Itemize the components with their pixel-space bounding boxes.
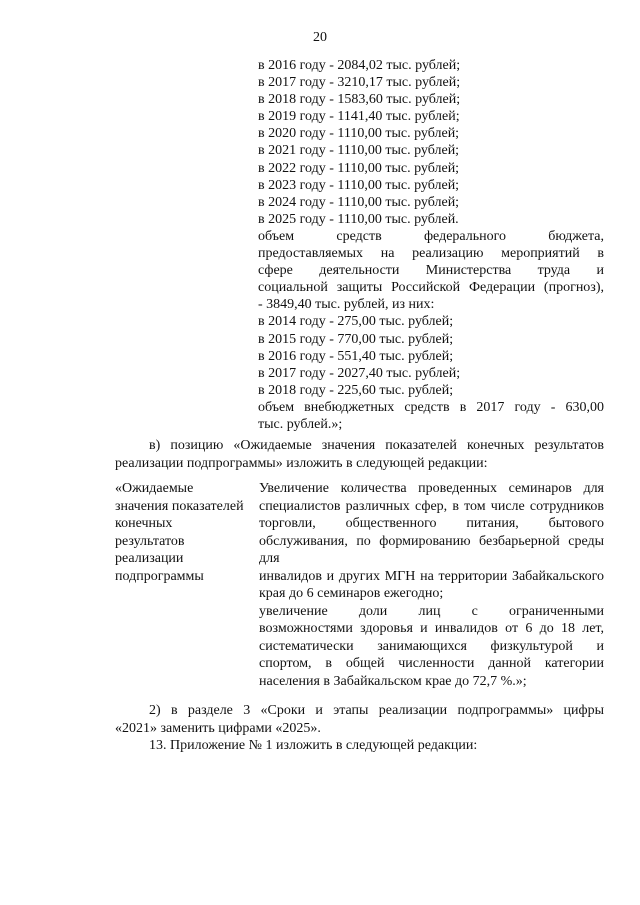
- indicator-value-line: специалистов различных сфер, в том числе сотрудников: [259, 498, 604, 514]
- indicator-value-line: края до 6 семинаров ежегодно;: [259, 586, 444, 601]
- indicators-table-row: [115, 480, 604, 689]
- paragraph-13: [115, 737, 604, 755]
- paragraph-v: [115, 437, 604, 472]
- funding-line: в 2019 году - 1141,40 тыс. рублей;: [258, 109, 460, 125]
- paragraph-line: 2) в разделе 3 «Сроки и этапы реализации подпрограммы» цифры: [149, 703, 604, 718]
- funding-block: [258, 57, 604, 433]
- funding-line: в 2024 году - 1110,00 тыс. рублей;: [258, 194, 460, 210]
- indicator-label-line: «Ожидаемые: [115, 481, 194, 496]
- page-number: 20: [313, 30, 327, 45]
- indicator-value-line: возможностями здоровья и инвалидов от 6 до 18 лет,: [259, 621, 604, 636]
- paragraph-line: «2021» заменить цифрами «2025».: [115, 720, 321, 736]
- paragraph-line: реализации подпрограммы» изложить в следующей редакции:: [115, 455, 488, 471]
- funding-line: в 2016 году - 2084,02 тыс. рублей;: [258, 58, 461, 73]
- federal-text-line: предоставляемых на реализацию мероприятий в: [258, 246, 604, 262]
- federal-text-line: объем средств федерального бюджета,: [258, 228, 604, 244]
- paragraph-line: в) позицию «Ожидаемые значения показателей конечных результатов: [149, 438, 604, 453]
- federal-funding-line: в 2014 году - 275,00 тыс. рублей;: [258, 314, 454, 330]
- federal-text-line: сфере деятельности Министерства труда и: [258, 263, 604, 279]
- funding-line: в 2023 году - 1110,00 тыс. рублей;: [258, 177, 460, 193]
- federal-funding-line: в 2018 году - 225,60 тыс. рублей;: [258, 382, 454, 398]
- funding-line: в 2018 году - 1583,60 тыс. рублей;: [258, 92, 461, 108]
- indicator-value-line: спортом, в общей численности данной категории: [259, 656, 604, 671]
- federal-funding-line: в 2016 году - 551,40 тыс. рублей;: [258, 348, 454, 364]
- indicator-value-line: обслуживания, по формированию безбарьерной среды для: [259, 533, 604, 566]
- federal-funding-line: в 2015 году - 770,00 тыс. рублей;: [258, 331, 454, 347]
- funding-line: в 2021 году - 1110,00 тыс. рублей;: [258, 143, 460, 159]
- paragraph-2: [115, 702, 604, 737]
- federal-funding-line: в 2017 году - 2027,40 тыс. рублей;: [258, 365, 461, 381]
- indicator-label-line: значения показателей: [115, 498, 244, 514]
- indicator-value-line: систематически занимающихся физкультурой и: [259, 638, 604, 654]
- indicator-label-line: реализации: [115, 551, 184, 566]
- indicator-value-line: торговли, общественного питания, бытового: [259, 516, 604, 531]
- federal-text-line: - 3849,40 тыс. рублей, из них:: [258, 297, 435, 313]
- indicator-value-line: увеличение доли лиц с ограниченными: [259, 603, 604, 619]
- paragraph-line: 13. Приложение № 1 изложить в следующей редакции:: [149, 738, 478, 753]
- funding-line: в 2017 году - 3210,17 тыс. рублей;: [258, 75, 461, 91]
- indicator-value-line: населения в Забайкальском крае до 72,7 %.»;: [259, 673, 527, 689]
- funding-line: в 2025 году - 1110,00 тыс. рублей.: [258, 211, 459, 227]
- indicator-label-line: конечных: [115, 516, 173, 531]
- indicator-value-line: инвалидов и других МГН на территории Забайкальского: [259, 568, 604, 584]
- funding-line: в 2020 году - 1110,00 тыс. рублей;: [258, 126, 460, 142]
- extrabudget-line: объем внебюджетных средств в 2017 году - 630,00: [258, 399, 604, 415]
- indicator-label: [115, 480, 255, 585]
- indicator-label-line: подпрограммы: [115, 568, 204, 584]
- funding-line: в 2022 году - 1110,00 тыс. рублей;: [258, 160, 460, 176]
- federal-text-line: социальной защиты Российской Федерации (прогноз),: [258, 280, 604, 296]
- indicator-label-line: результатов: [115, 533, 185, 549]
- indicator-values: [259, 480, 604, 690]
- extrabudget-line: тыс. рублей.»;: [258, 416, 343, 432]
- indicator-value-line: Увеличение количества проведенных семинаров для: [259, 481, 604, 496]
